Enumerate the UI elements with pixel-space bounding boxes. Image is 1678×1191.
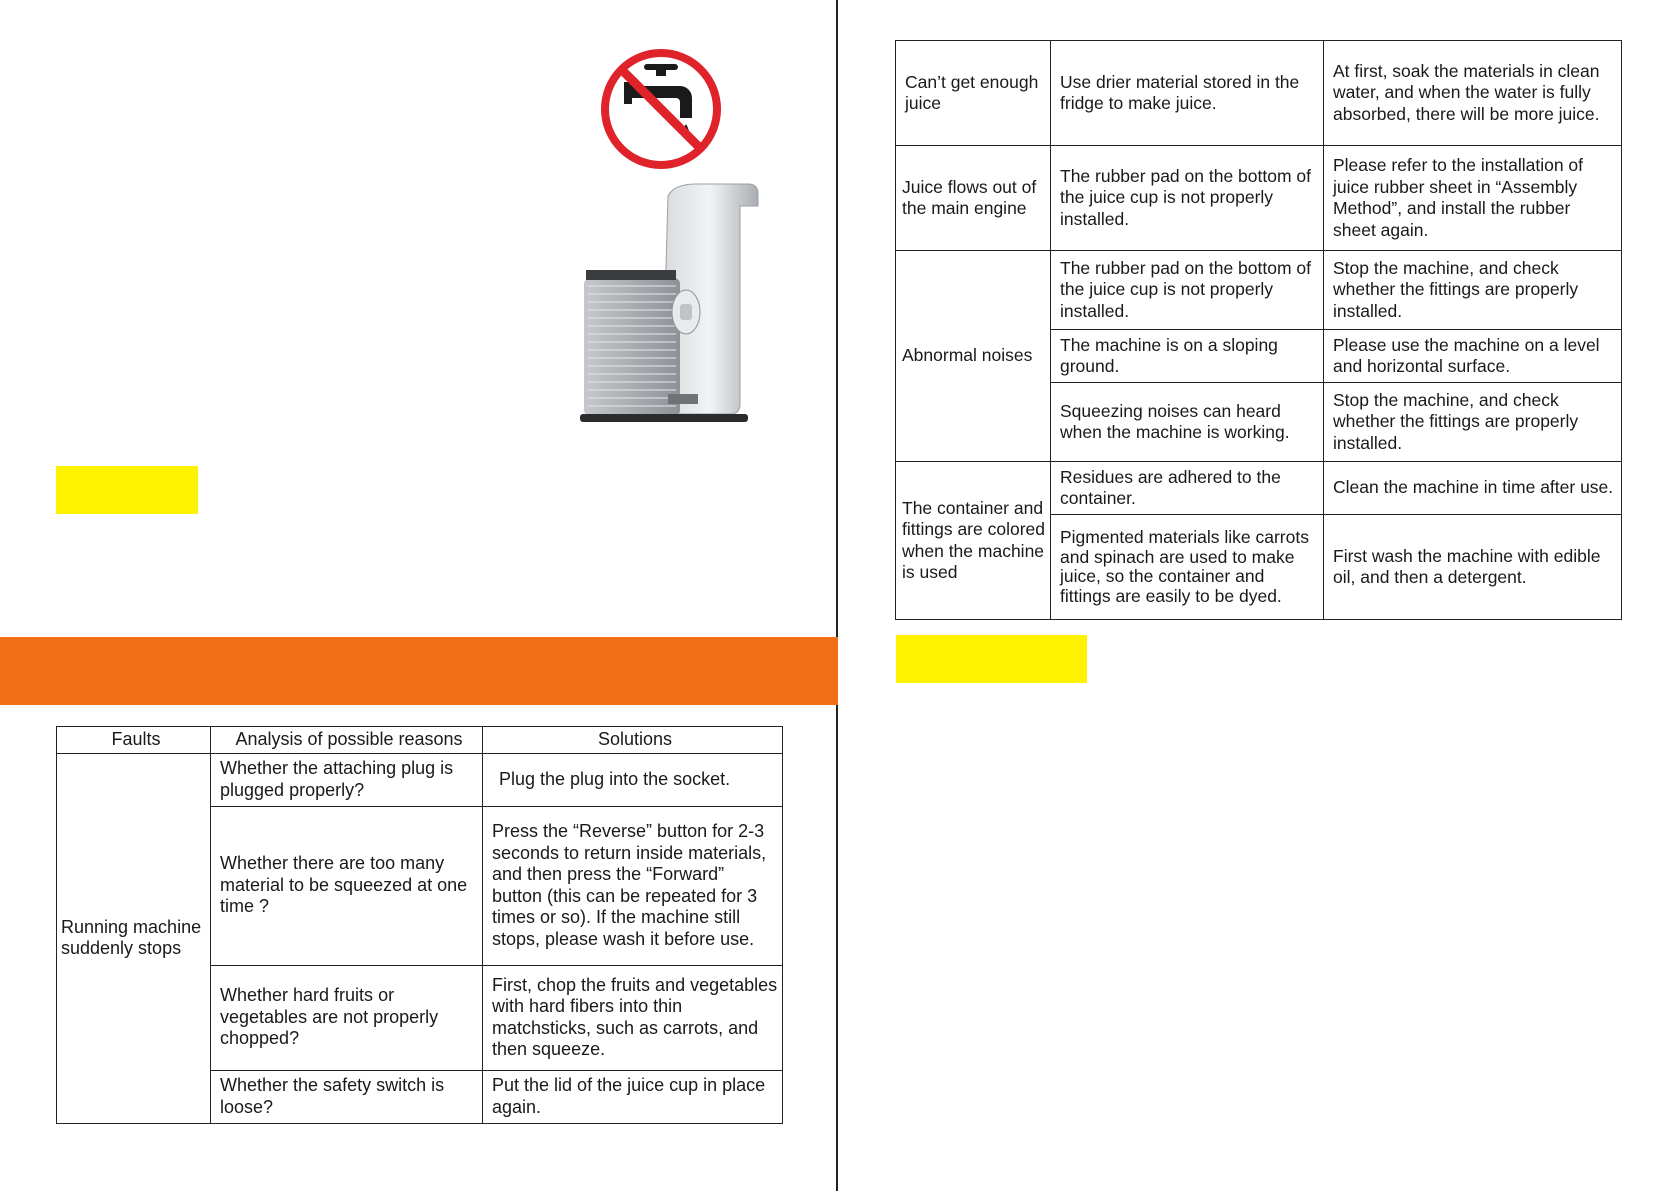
reason-cell: The machine is on a sloping ground. [1051,330,1324,383]
troubleshooting-table-continued [895,40,1622,620]
right-page [840,0,1678,1191]
reason-cell: Residues are adhered to the container. [1051,462,1324,515]
solution-cell: Clean the machine in time after use. [1324,462,1622,515]
table-row [896,251,1622,330]
fault-cell: The container and fittings are colored when the machine is used [896,462,1051,620]
table-header-row [57,727,783,754]
reason-cell: Use drier material stored in the fridge to make juice. [1051,41,1324,146]
table-row [896,462,1622,515]
fault-cell: Can’t get enough juice [896,41,1051,146]
solution-cell: First, chop the fruits and vegetables with hard fibers into thin matchsticks, such as carrots, and then squeeze. [483,965,783,1070]
reason-cell: Whether hard fruits or vegetables are not properly chopped? [211,965,483,1070]
solution-cell: Please refer to the installation of juice rubber sheet in “Assembly Method”, and install the rubber sheet again. [1324,146,1622,251]
solution-cell: Put the lid of the juice cup in place again. [483,1070,783,1123]
solution-cell: Plug the plug into the socket. [483,753,783,806]
solution-cell: Stop the machine, and check whether the fittings are properly installed. [1324,251,1622,330]
reason-cell: Squeezing noises can heard when the machine is working. [1051,383,1324,462]
reason-cell: Whether the safety switch is loose? [211,1070,483,1123]
fault-cell: Abnormal noises [896,251,1051,462]
reason-cell: The rubber pad on the bottom of the juice cup is not properly installed. [1051,251,1324,330]
table-row [896,41,1622,146]
solution-cell: Please use the machine on a level and horizontal surface. [1324,330,1622,383]
no-water-tap-icon [600,48,722,170]
header-faults: Faults [57,727,211,754]
header-solutions: Solutions [483,727,783,754]
fault-cell: Running machine suddenly stops [57,753,211,1123]
left-page [0,0,838,1191]
solution-cell: Stop the machine, and check whether the fittings are properly installed. [1324,383,1622,462]
solution-cell: At first, soak the materials in clean water, and when the water is fully absorbed, there will be more juice. [1324,41,1622,146]
reason-cell: Whether there are too many material to be squeezed at one time ? [211,806,483,965]
header-analysis: Analysis of possible reasons [211,727,483,754]
reason-cell: The rubber pad on the bottom of the juice cup is not properly installed. [1051,146,1324,251]
highlight-label-box [56,466,198,514]
solution-cell: First wash the machine with edible oil, and then a detergent. [1324,515,1622,620]
fault-cell: Juice flows out of the main engine [896,146,1051,251]
reason-cell: Pigmented materials like carrots and spinach are used to make juice, so the container and fittings are easily to be dyed. [1051,515,1324,620]
highlight-label-box [896,635,1087,683]
table-row [896,146,1622,251]
reason-cell: Whether the attaching plug is plugged properly? [211,753,483,806]
troubleshooting-table [56,726,783,1124]
section-banner [0,637,838,705]
table-row [57,753,783,806]
juicer-illustration [576,182,776,430]
solution-cell: Press the “Reverse” button for 2-3 seconds to return inside materials, and then press the “Forward” button (this can be repeated for 3 times or so). If the machine still stops, please wash it before use. [483,806,783,965]
